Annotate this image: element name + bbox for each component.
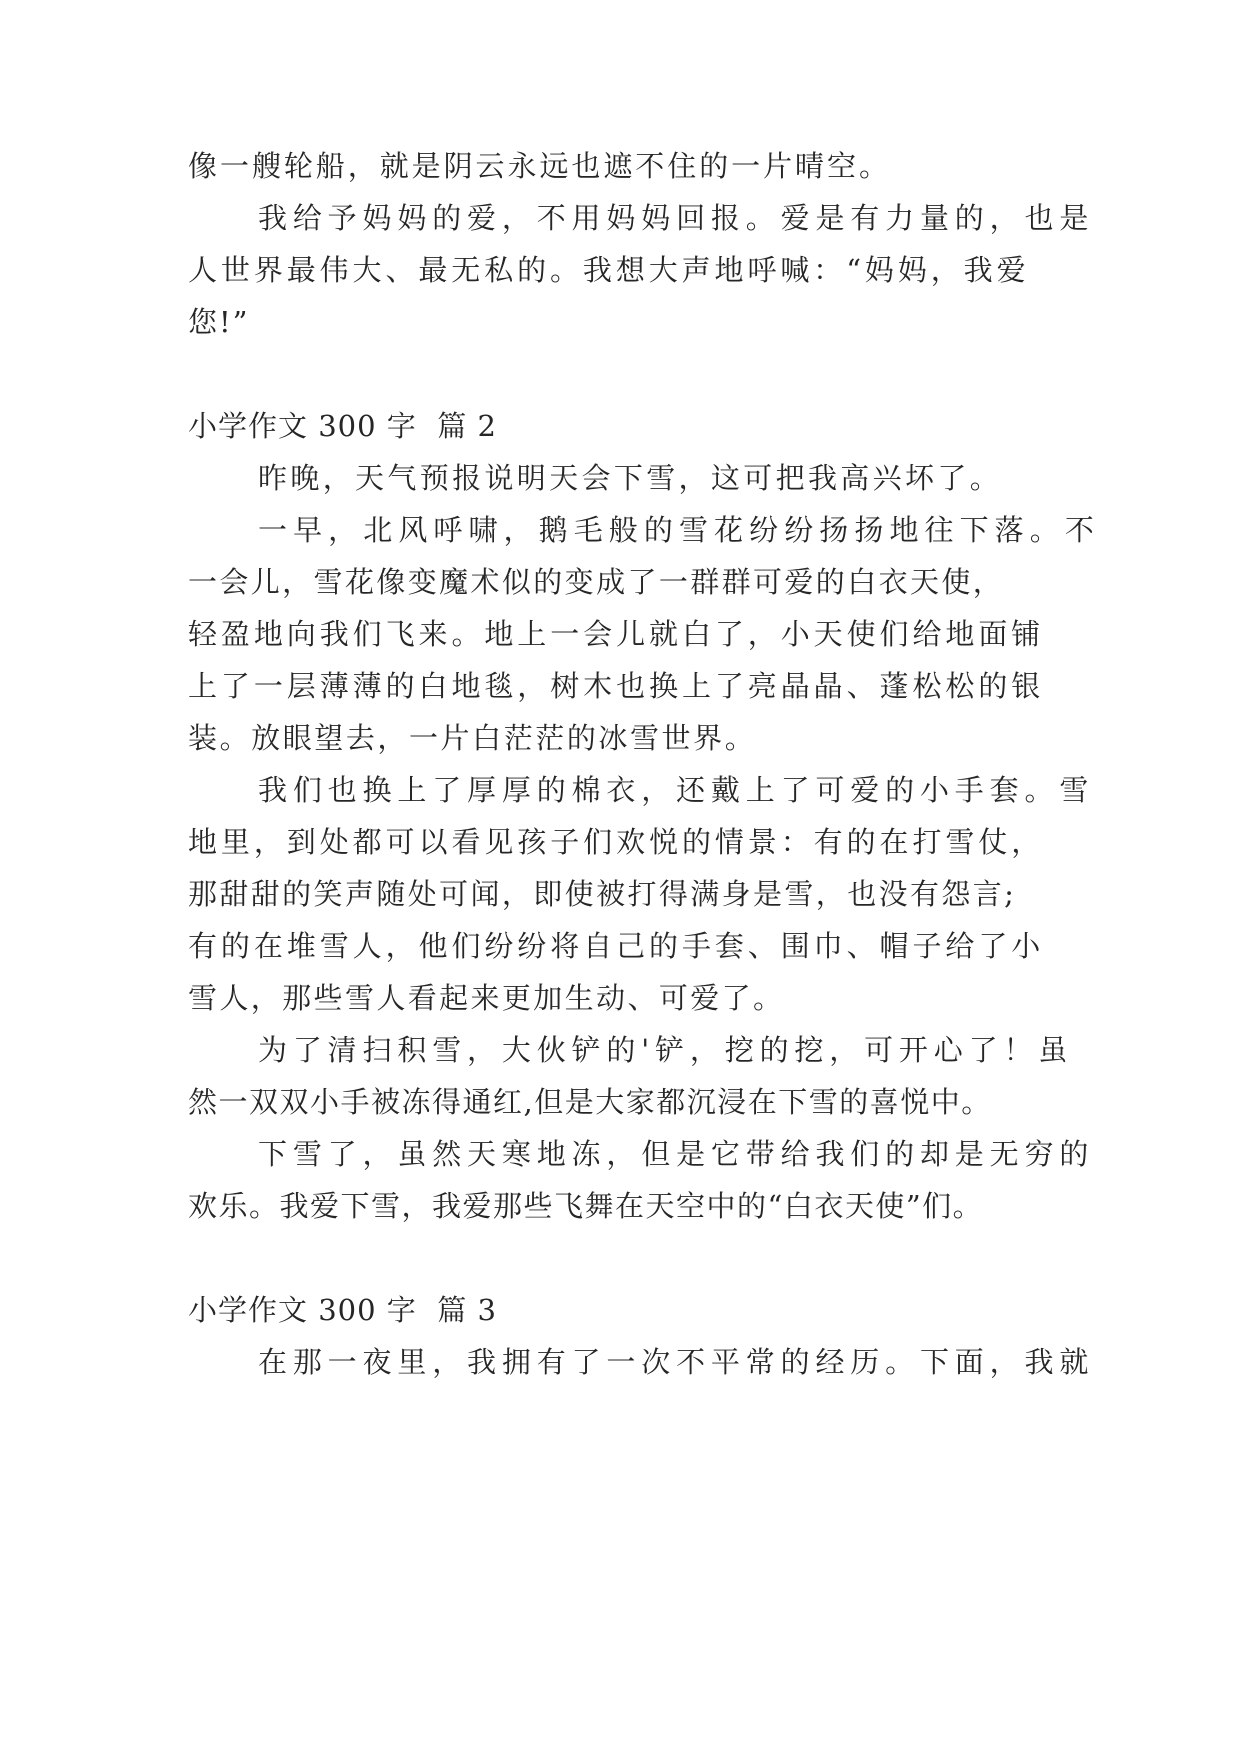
text-line: 一会儿，雪花像变魔术似的变成了一群群可爱的白衣天使， [188,565,1005,599]
text-line: 轻盈地向我们飞来。地上一会儿就白了，小天使们给地面铺 [188,617,1045,651]
text-line: 下雪了，虽然天寒地冻，但是它带给我们的却是无穷的 [258,1137,1095,1171]
text-line: 装。放眼望去，一片白茫茫的冰雪世界。 [188,721,757,755]
text-line: 上了一层薄薄的白地毯，树木也换上了亮晶晶、蓬松松的银 [188,669,1045,703]
text-line: 地里，到处都可以看见孩子们欢悦的情景：有的在打雪仗， [188,825,1045,859]
text-line: 昨晚，天气预报说明天会下雪，这可把我高兴坏了。 [258,461,1003,495]
text-line: 有的在堆雪人，他们纷纷将自己的手套、围巾、帽子给了小 [188,929,1045,963]
text-line: 为了清扫积雪，大伙铲的'铲，挖的挖，可开心了！虽 [258,1033,1074,1067]
text-line: 我给予妈妈的爱，不用妈妈回报。爱是有力量的，也是 [258,201,1095,235]
section-heading: 小学作文 300 字 篇 3 [188,1293,497,1327]
text-line: 然一双双小手被冻得通红,但是大家都沉浸在下雪的喜悦中。 [188,1085,992,1119]
text-line: 雪人，那些雪人看起来更加生动、可爱了。 [188,981,785,1015]
text-line: 像一艘轮船，就是阴云永远也遮不住的一片晴空。 [188,149,891,183]
text-line: 在那一夜里，我拥有了一次不平常的经历。下面，我就 [258,1345,1095,1379]
text-line: 那甜甜的笑声随处可闻，即使被打得满身是雪，也没有怨言; [188,877,1017,911]
text-line: 您!” [188,305,250,339]
text-line: 一早，北风呼啸，鹅毛般的雪花纷纷扬扬地往下落。不 [258,513,1100,547]
text-line: 我们也换上了厚厚的棉衣，还戴上了可爱的小手套。雪 [258,773,1095,807]
section-heading: 小学作文 300 字 篇 2 [188,409,497,443]
text-line: 人世界最伟大、最无私的。我想大声地呼喊：“妈妈，我爱 [188,253,1030,287]
text-line: 欢乐。我爱下雪，我爱那些飞舞在天空中的“白衣天使”们。 [188,1189,984,1223]
